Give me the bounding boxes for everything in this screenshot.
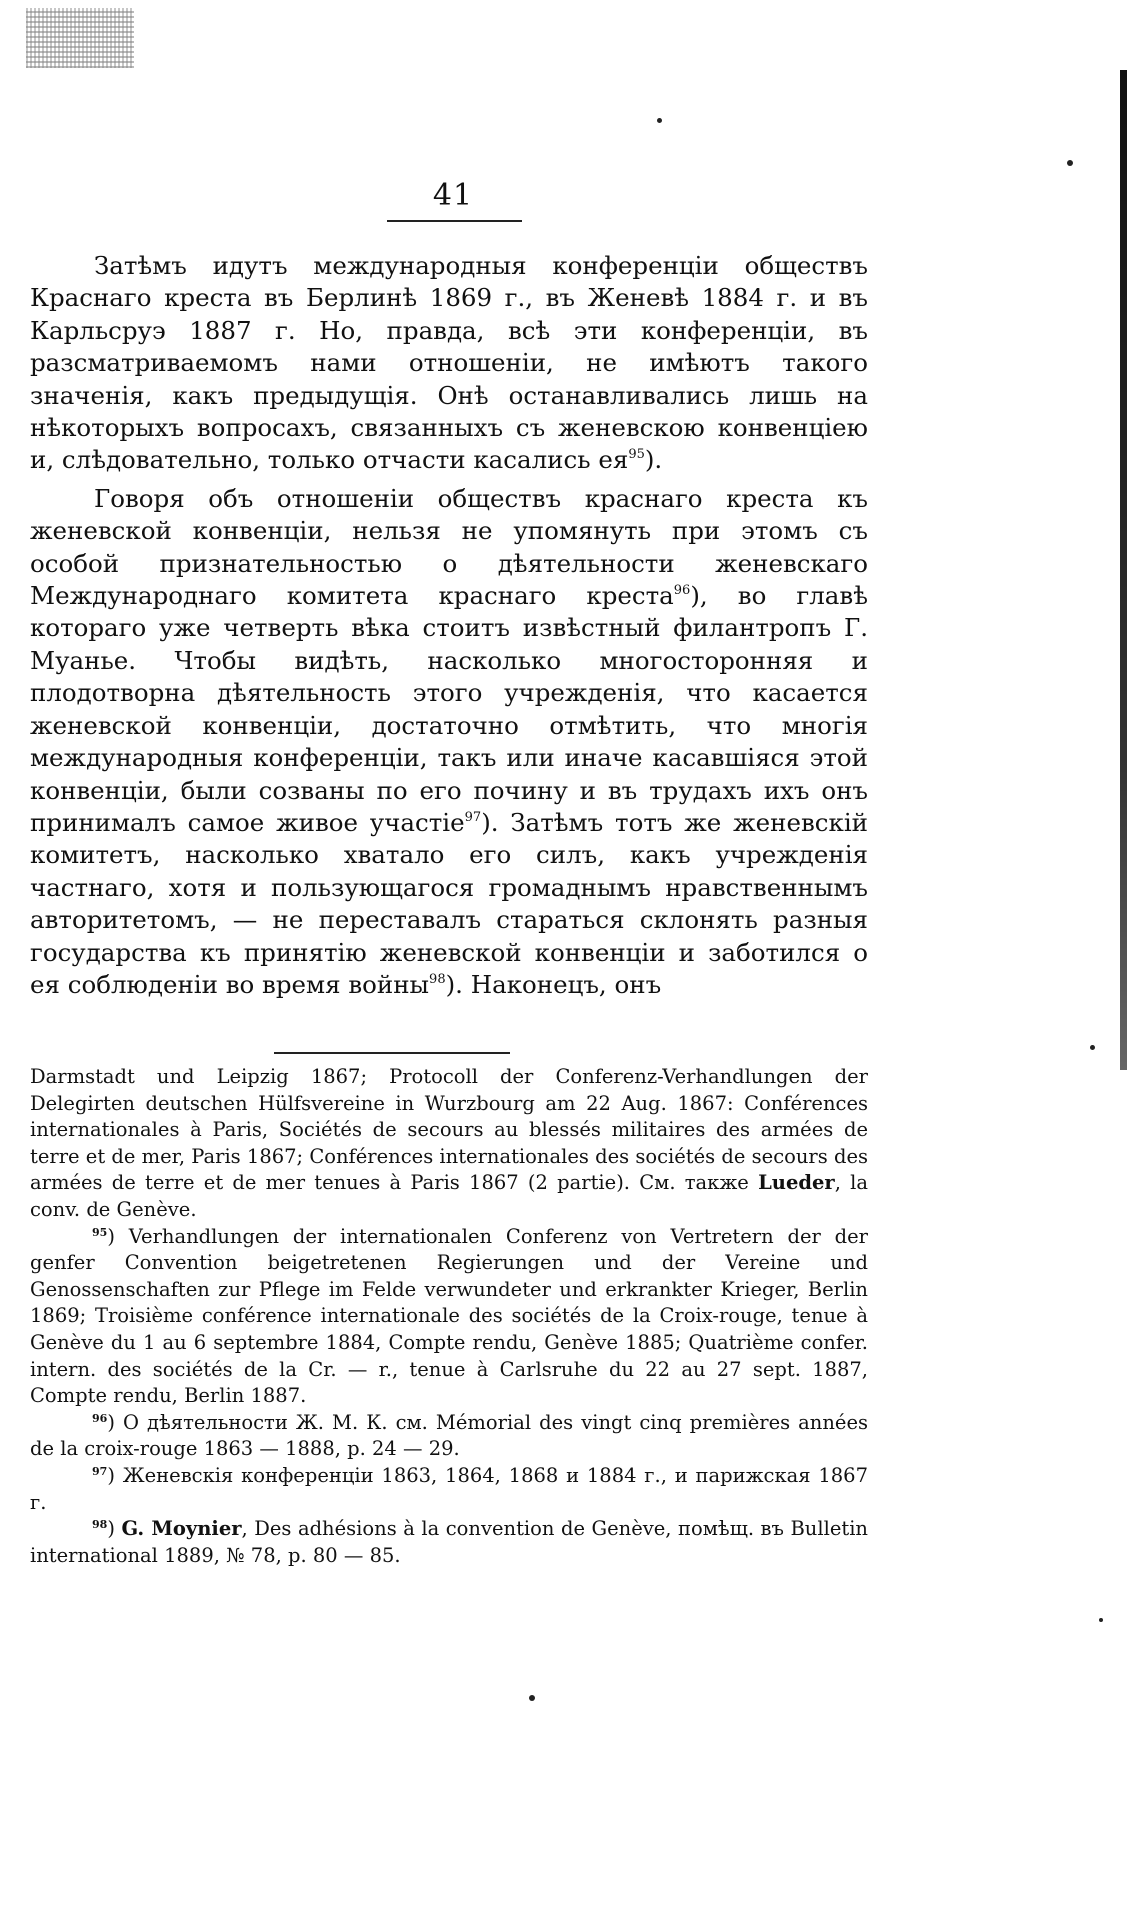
footnote-marker: 97 — [92, 1464, 108, 1478]
footnote-marker: 95 — [92, 1225, 108, 1239]
paragraph — [30, 250, 868, 477]
text-run: ) Женевскія конференціи 1863, 1864, 1868 и 1884 г., и парижская 1867 г. — [30, 1463, 868, 1514]
scan-artifact-stamp — [26, 8, 134, 68]
scan-speck — [1067, 160, 1073, 166]
footnote — [30, 1516, 868, 1569]
footnote — [30, 1463, 868, 1516]
text-run: ) Verhandlungen der internationalen Conferenz von Vertretern der der genfer Convention beigetretenen Regierungen und der Vereine und Genossenschaften zur Pflege im Felde verwundeter und erkrankter Krieger, Berlin 1869; Troisième conférence internationale des sociétés de la Croix-rouge, tenue à Genève du 1 au 6 septembre 1884, Compte rendu, Genève 1885; Quatrième confer. intern. des sociétés de la Cr. — r., tenue à Carlsruhe du 22 au 27 sept. 1887, Compte rendu, Berlin 1887. — [30, 1224, 868, 1408]
scan-speck — [657, 118, 662, 123]
text-run: , la conv. de Genève. — [30, 1171, 868, 1221]
footnote-marker: 96 — [92, 1411, 108, 1425]
binding-edge-shadow — [1120, 70, 1127, 1070]
text-run: Darmstadt und Leipzig 1867; Protocoll der Conferenz-Verhandlungen der Delegirten deutschen Hülfsvereine in Wurzbourg am 22 Aug. 1867: Conférences internationales à Paris, Sociétés de secours au blessés militaires des armées de terre et de mer, Paris 1867; Conférences internationales des sociétés de secours des armées de terre et de mer tenues à Paris 1867 (2 partie). См. также — [30, 1065, 868, 1195]
author-name: Lueder — [758, 1171, 835, 1195]
footnotes — [30, 1064, 868, 1569]
text-run: ) — [107, 1517, 122, 1541]
text-run: ) О дѣятельности Ж. М. К. см. Mémorial des vingt cinq premières années de la croix-rouge 1863 — 1888, p. 24 — 29. — [30, 1410, 868, 1461]
footnote-marker: 95 — [628, 447, 645, 463]
text-run: ). Затѣмъ тотъ же женевскій комитетъ, насколько хватало его силъ, какъ учрежденія частнаго, хотя и пользующагося громаднымъ нравственнымъ авторитетомъ, — не переставалъ стараться склонять разныя государства къ принятію женевской конвенціи и заботился о ея соблюденіи во время войны — [30, 807, 868, 999]
scan-speck — [1099, 1618, 1103, 1622]
footnote-separator — [274, 1052, 510, 1054]
footnote-marker: 97 — [464, 809, 482, 825]
page-number: 41 — [432, 178, 474, 213]
page-number-rule — [387, 220, 522, 222]
footnote — [30, 1064, 868, 1224]
text-run: ), во главѣ котораго уже четверть вѣка стоитъ извѣстный филантропъ Г. Муанье. Чтобы видѣть, насколько многосторонняя и плодотворна дѣятельность этого учрежденія, что касается женевской конвенціи, достаточно отмѣтить, что многія международныя конференціи, такъ или иначе касавшіяся этой конвенціи, были созваны по его почину и въ трудахъ ихъ онъ принималъ самое живое участіе — [30, 581, 868, 837]
scan-speck — [1090, 1045, 1095, 1050]
text-run: Затѣмъ идутъ международныя конференціи обществъ Краснаго креста въ Берлинѣ 1869 г., въ Женевѣ 1884 г. и въ Карльсруэ 1887 г. Но, правда, всѣ эти конференціи, въ разсматриваемомъ нами отношеніи, не имѣютъ такого значенія, какъ предыдущія. Онѣ останавливались лишь на нѣкоторыхъ вопросахъ, связанныхъ съ женевскою конвенціею и, слѣдовательно, только отчасти касались ея — [30, 251, 868, 475]
footnote-marker: 98 — [429, 971, 446, 987]
text-run: ). Наконецъ, онъ — [445, 969, 662, 999]
footnote — [30, 1410, 868, 1463]
scan-speck — [529, 1695, 535, 1701]
main-text — [30, 250, 868, 1001]
paragraph — [30, 483, 868, 1002]
footnote — [30, 1224, 868, 1410]
text-run: Говоря объ отношеніи обществъ краснаго креста къ женевской конвенціи, нельзя не упомянуть при этомъ съ особой признательностью о дѣятельности женевскаго Международнаго комитета краснаго креста — [30, 483, 868, 611]
text-run: , Des adhésions à la convention de Genève, помѣщ. въ Bulletin international 1889, № 78, p. 80 — 85. — [30, 1517, 868, 1567]
footnote-marker: 96 — [673, 583, 691, 599]
footnote-marker: 98 — [92, 1518, 108, 1532]
author-name: G. Moynier — [121, 1517, 242, 1541]
text-run: ). — [644, 445, 663, 475]
